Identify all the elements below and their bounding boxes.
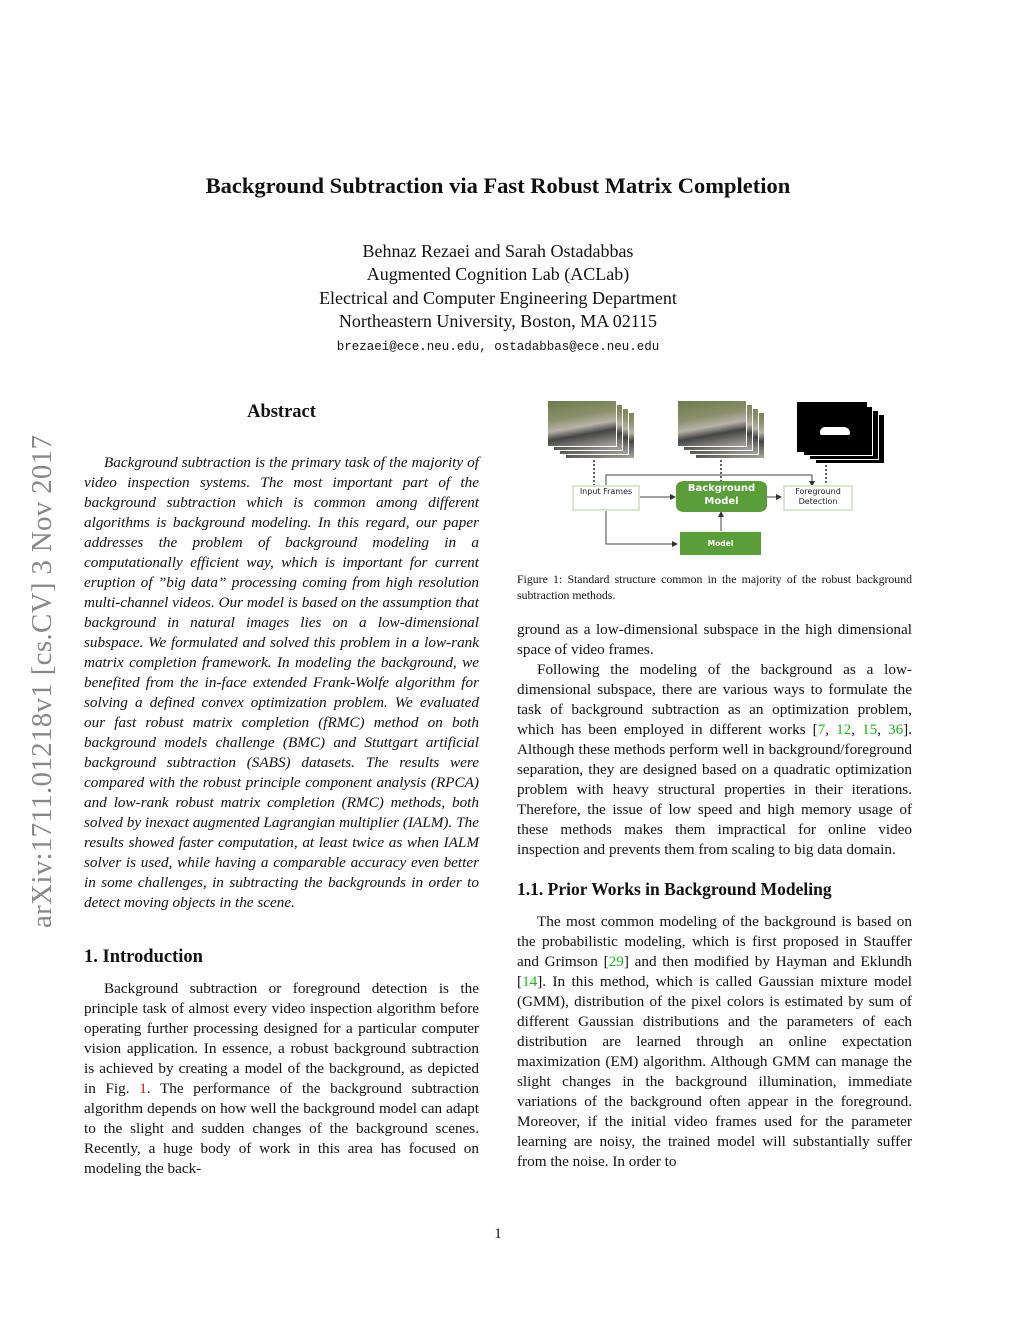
abstract-text: Background subtraction is the primary task of the majority of video inspection systems. The most important part of the background subtraction which is common among different algorithms is background modeling. In this regard, our paper addresses the problem of background modeling in a computationally efficient way, which is important for current eruption of ”big data” processing coming from high resolution multi-channel videos. Our model is based on the assumption that background in natural images lies on a low-dimensional subspace. We formulated and solved this problem in a low-rank matrix completion framework. In modeling the background, we benefited from the in-face extended Frank-Wolfe algorithm for solving a defined convex optimization problem. We evaluated our fast robust matrix completion (fRMC) method on both background models challenge (BMC) and Stuttgart artificial background subtraction (SABS) datasets. The results were compared with the robust principle component analysis (RPCA) and low-rank robust matrix completion (RMC) methods, both solved by inexact augmented Lagrangian multiplier (IALM). The results showed faster computation, at least twice as when IALM solver is used, while having a comparable accuracy even better in some challenges, in subtracting the backgrounds in order to detect moving objects in the scene.: [84, 454, 479, 911]
citation-link[interactable]: 36: [887, 721, 904, 738]
figure-reference-link[interactable]: 1: [139, 1080, 147, 1097]
intro-text: ]. Although these methods perform well in background/foreground separation, they are designed based on a quadratic optimization problem with heavy structural properties in their iterations. Therefore, the issue of low speed and high memory usage of these methods makes them impractical for online video inspection and prevents them from scaling to big data domain.: [517, 721, 913, 858]
figure-1-caption: Figure 1: Standard structure common in the majority of the robust background subtraction methods.: [517, 572, 912, 602]
prior-text: ] and then modified by Hayman and Eklundh [: [517, 953, 912, 990]
input-frames-box: Input Frames: [572, 485, 640, 511]
intro-text: ground as a low-dimensional subspace in the high dimensional space of video frames.: [517, 621, 912, 658]
author-emails: brezaei@ece.neu.edu, ostadabbas@ece.neu.edu: [336, 340, 660, 354]
author-names: Behnaz Rezaei and Sarah Ostadabbas: [362, 241, 634, 261]
abstract-heading: Abstract: [247, 402, 316, 422]
affiliation-lab: Augmented Cognition Lab (ACLab): [366, 264, 630, 284]
prior-works-paragraph: [517, 912, 912, 1172]
intro-text: . The performance of the background subtraction algorithm depends on how well the background model can adapt to the slight and sudden changes of the background scenes. Recently, a huge body of work in this area has focused on modeling the back-: [84, 1080, 480, 1177]
intro-text: Background subtraction or foreground detection is the principle task of almost every video inspection algorithm before operating further processing designed for a particular computer vision application. In essence, a robust background subtraction is achieved by creating a model of the background, as depicted in Fig.: [84, 980, 479, 1097]
affiliation-department: Electrical and Computer Engineering Department: [319, 288, 677, 308]
background-model-box: Background Model: [676, 481, 767, 512]
right-column: [517, 620, 912, 1172]
citation-link[interactable]: 12: [836, 721, 852, 738]
affiliation-university: Northeastern University, Boston, MA 02115: [338, 311, 658, 331]
intro-paragraph-2: Following the modeling of the background as a low-dimensional subspace, there are various ways to formulate the task of background subtraction as an optimization problem, which has been employed in different works [7, 12, 15, 36]. Although these methods perform well in background/foreground separation, they are designed based on a quadratic optimization problem with heavy structural properties in their iterations. Therefore, the issue of low speed and high memory usage of these methods makes them impractical for online video inspection and prevents them from scaling to big data domain.: [517, 661, 913, 858]
citation-link[interactable]: 15: [862, 721, 878, 738]
citation-link[interactable]: 29: [608, 953, 624, 970]
prior-works-heading: 1.1. Prior Works in Background Modeling: [517, 879, 832, 899]
intro-paragraph-1-continued: [517, 620, 912, 660]
arxiv-identifier: arXiv:1711.01218v1 [cs.CV] 3 Nov 2017: [26, 434, 58, 928]
paper-title: Background Subtraction via Fast Robust Matrix Completion: [205, 173, 791, 198]
prior-text: ]. In this method, which is called Gaussian mixture model (GMM), distribution of the pixel colors is estimated by sum of different Gaussian distributions and the parameters of each distribution are learned through an online expectation maximization (EM) algorithm. Although GMM can manage the slight changes in the background illumination, immediate variations of the background often appear in the foreground. Moreover, if the initial video frames used for the parameter learning are noisy, the trained model will substantially suffer from the noise. In order to: [517, 973, 912, 1170]
introduction-heading: 1. Introduction: [84, 947, 203, 967]
page-number: 1: [494, 1226, 502, 1242]
citation-link[interactable]: 14: [522, 973, 538, 990]
intro-text: Following the modeling of the background as a low-dimensional subspace, there are various ways to formulate the task of background subtraction as an optimization problem, which has been employed in different works [: [517, 661, 912, 738]
citation-link[interactable]: 7: [817, 721, 826, 738]
foreground-detection-box: Foreground Detection: [783, 485, 853, 511]
intro-paragraph-1: [84, 979, 479, 1179]
prior-text: The most common modeling of the background is based on the probabilistic modeling, which is first proposed in Stauffer and Grimson [: [517, 913, 912, 970]
model-maintenance-box: Model Maintenance: [680, 532, 761, 555]
figure-1-diagram: [517, 400, 912, 571]
left-column: [84, 402, 479, 1179]
